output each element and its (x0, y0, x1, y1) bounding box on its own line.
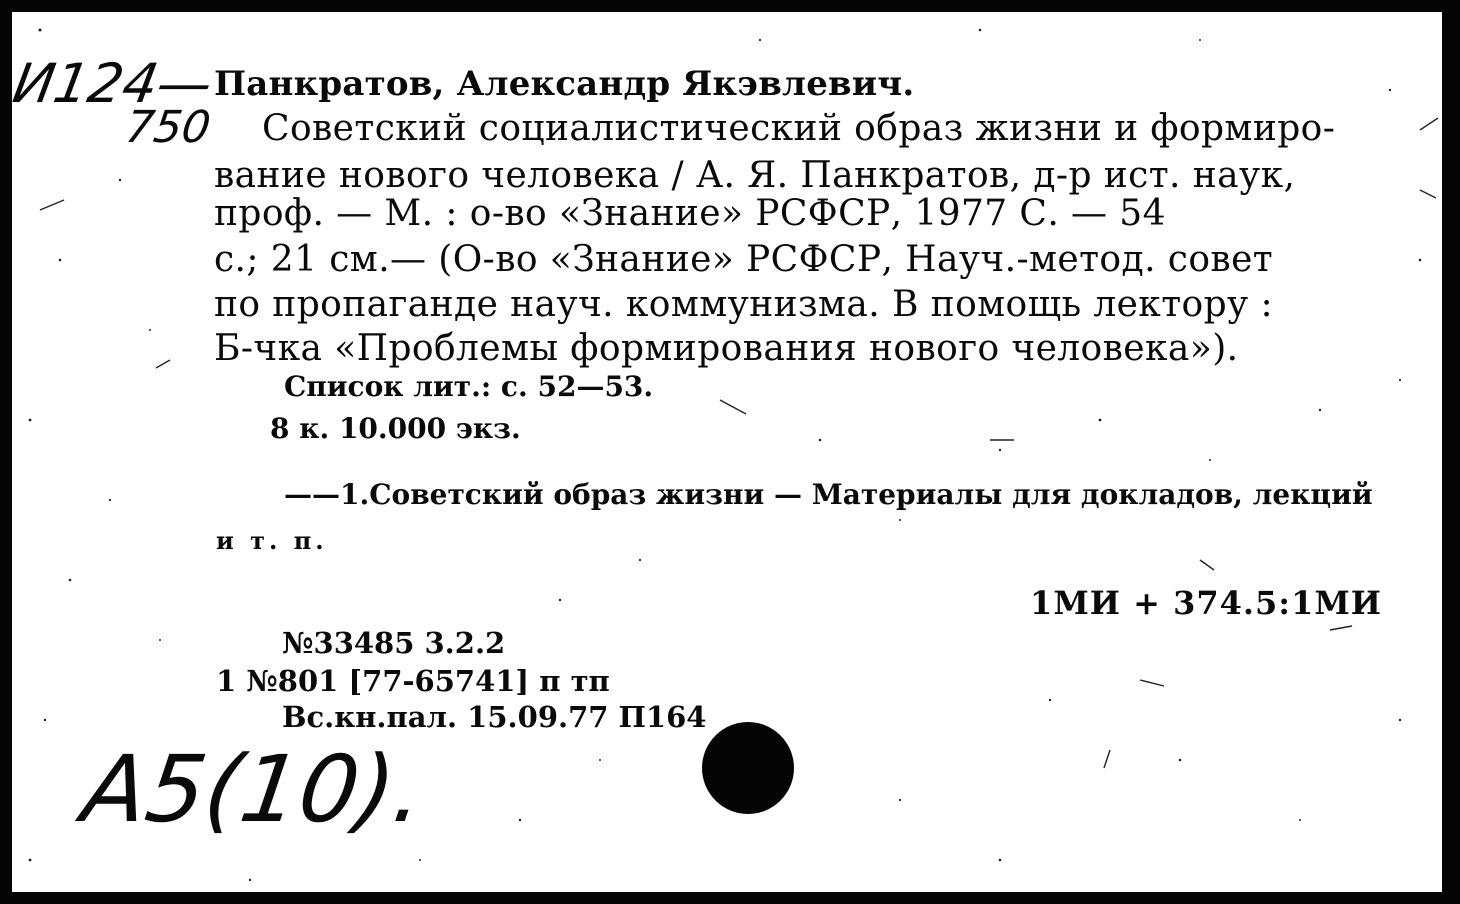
punch-hole (702, 722, 794, 814)
description-line-5: по пропаганде науч. коммунизма. В помощь лектору : (214, 284, 1273, 325)
description-line-6: Б-чка «Проблемы формирования нового человека»). (214, 328, 1239, 369)
description-line-2: вание нового человека / А. Я. Панкратов, д-р ист. наук, (214, 155, 1296, 196)
shelfmark-line-2: 750 (122, 102, 214, 153)
subject-heading-line-2: и т. п. (216, 526, 328, 555)
author-heading: Панкратов, Александр Якэвлевич. (214, 64, 915, 104)
bibliography-note: Список лит.: с. 52—53. (284, 370, 654, 403)
subject-heading-line-1: ——1.Советский образ жизни — Материалы для докладов, лекций (284, 478, 1373, 511)
registration-line-3: Вс.кн.пал. 15.09.77 П164 (282, 700, 707, 734)
description-line-1: Советский социалистический образ жизни и формиро- (262, 108, 1336, 149)
card-top-edge (0, 0, 1460, 10)
description-line-3: проф. — М. : о-во «Знание» РСФСР, 1977 С. — 54 (214, 193, 1166, 234)
description-line-4: с.; 21 см.— (О-во «Знание» РСФСР, Науч.-метод. совет (214, 239, 1274, 280)
registration-line-2: 1 №801 [77-65741] п тп (216, 664, 610, 698)
handwritten-inventory-mark: А5(10). (76, 736, 432, 843)
registration-line-1: №33485 3.2.2 (282, 626, 506, 660)
price-print-run: 8 к. 10.000 экз. (270, 412, 521, 445)
shelfmark-line-1: И124— (8, 52, 218, 115)
classification-index: 1МИ + 374.5:1МИ (1030, 584, 1382, 622)
card-right-edge (1442, 0, 1460, 904)
